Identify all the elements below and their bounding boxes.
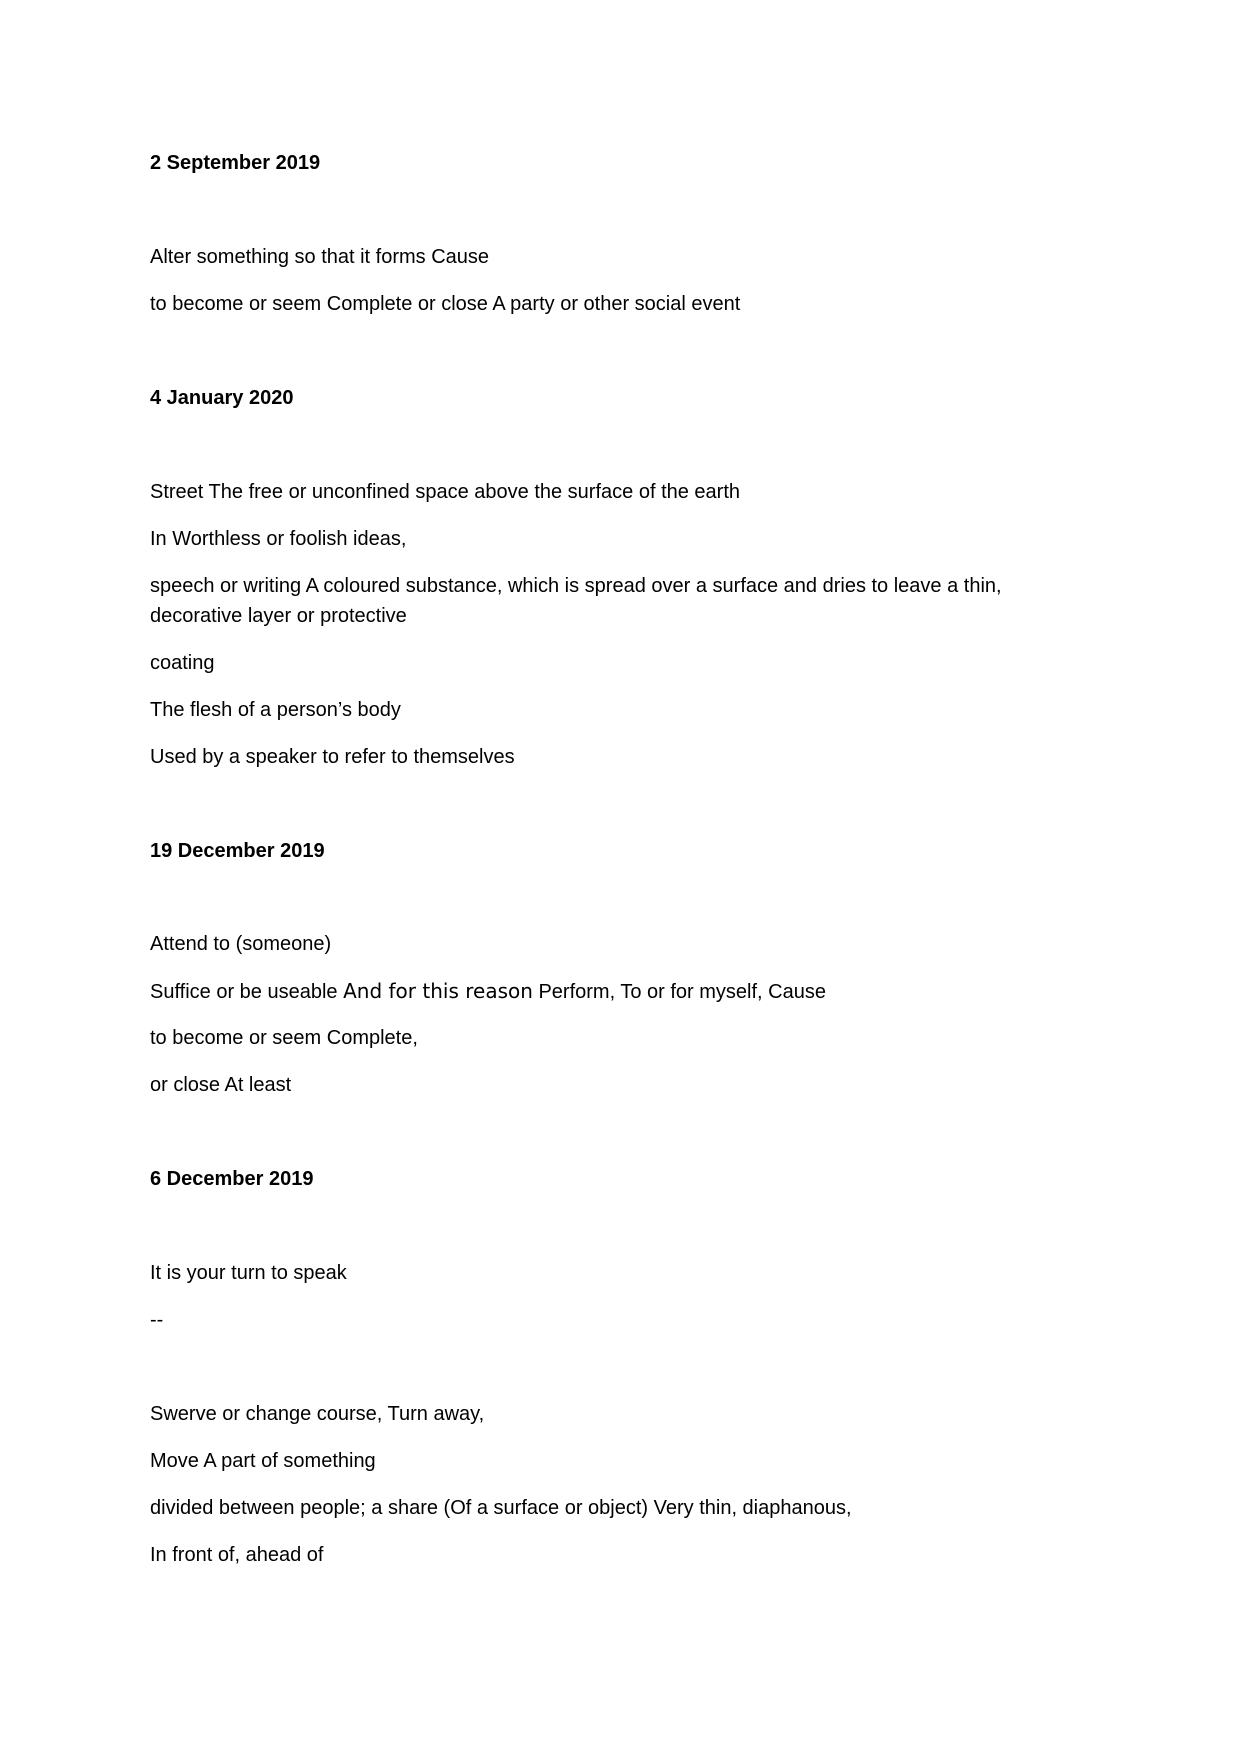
entry-line: The flesh of a person’s body xyxy=(150,699,401,721)
entry-line: In front of, ahead of xyxy=(150,1544,324,1566)
entry-line: Street The free or unconfined space above the surface of the earth xyxy=(150,481,741,503)
entry-date: 2 September 2019 xyxy=(150,152,321,174)
entry-line: Alter something so that it forms Cause xyxy=(150,246,490,268)
entry-date: 19 December 2019 xyxy=(150,840,325,862)
line-segment-alt-font: And for this reason xyxy=(343,979,533,1003)
entry-line: It is your turn to speak xyxy=(150,1262,347,1284)
entry-date: 4 January 2020 xyxy=(150,387,294,409)
entry-line: to become or seem Complete or close A party or other social event xyxy=(150,293,741,315)
entry-line: divided between people; a share (Of a surface or object) Very thin, diaphanous, xyxy=(150,1497,852,1519)
entry-line: Attend to (someone) xyxy=(150,933,332,955)
entry-line: or close At least xyxy=(150,1074,292,1096)
entry-line: to become or seem Complete, xyxy=(150,1027,418,1049)
entry-line: decorative layer or protective xyxy=(150,605,407,627)
line-segment: Suffice or be useable xyxy=(150,981,344,1003)
entry-line: In Worthless or foolish ideas, xyxy=(150,528,407,550)
entry-line: Move A part of something xyxy=(150,1450,376,1472)
entry-line-mixed xyxy=(150,976,826,1007)
entry-line: Swerve or change course, Turn away, xyxy=(150,1403,485,1425)
entry-line: -- xyxy=(150,1309,164,1331)
entry-date: 6 December 2019 xyxy=(150,1168,314,1190)
entry-line: Used by a speaker to refer to themselves xyxy=(150,746,515,768)
entry-line: coating xyxy=(150,652,215,674)
entry-line: speech or writing A coloured substance, which is spread over a surface and dries to leave a thin, xyxy=(150,575,1002,597)
line-segment: Perform, To or for myself, Cause xyxy=(532,981,826,1003)
